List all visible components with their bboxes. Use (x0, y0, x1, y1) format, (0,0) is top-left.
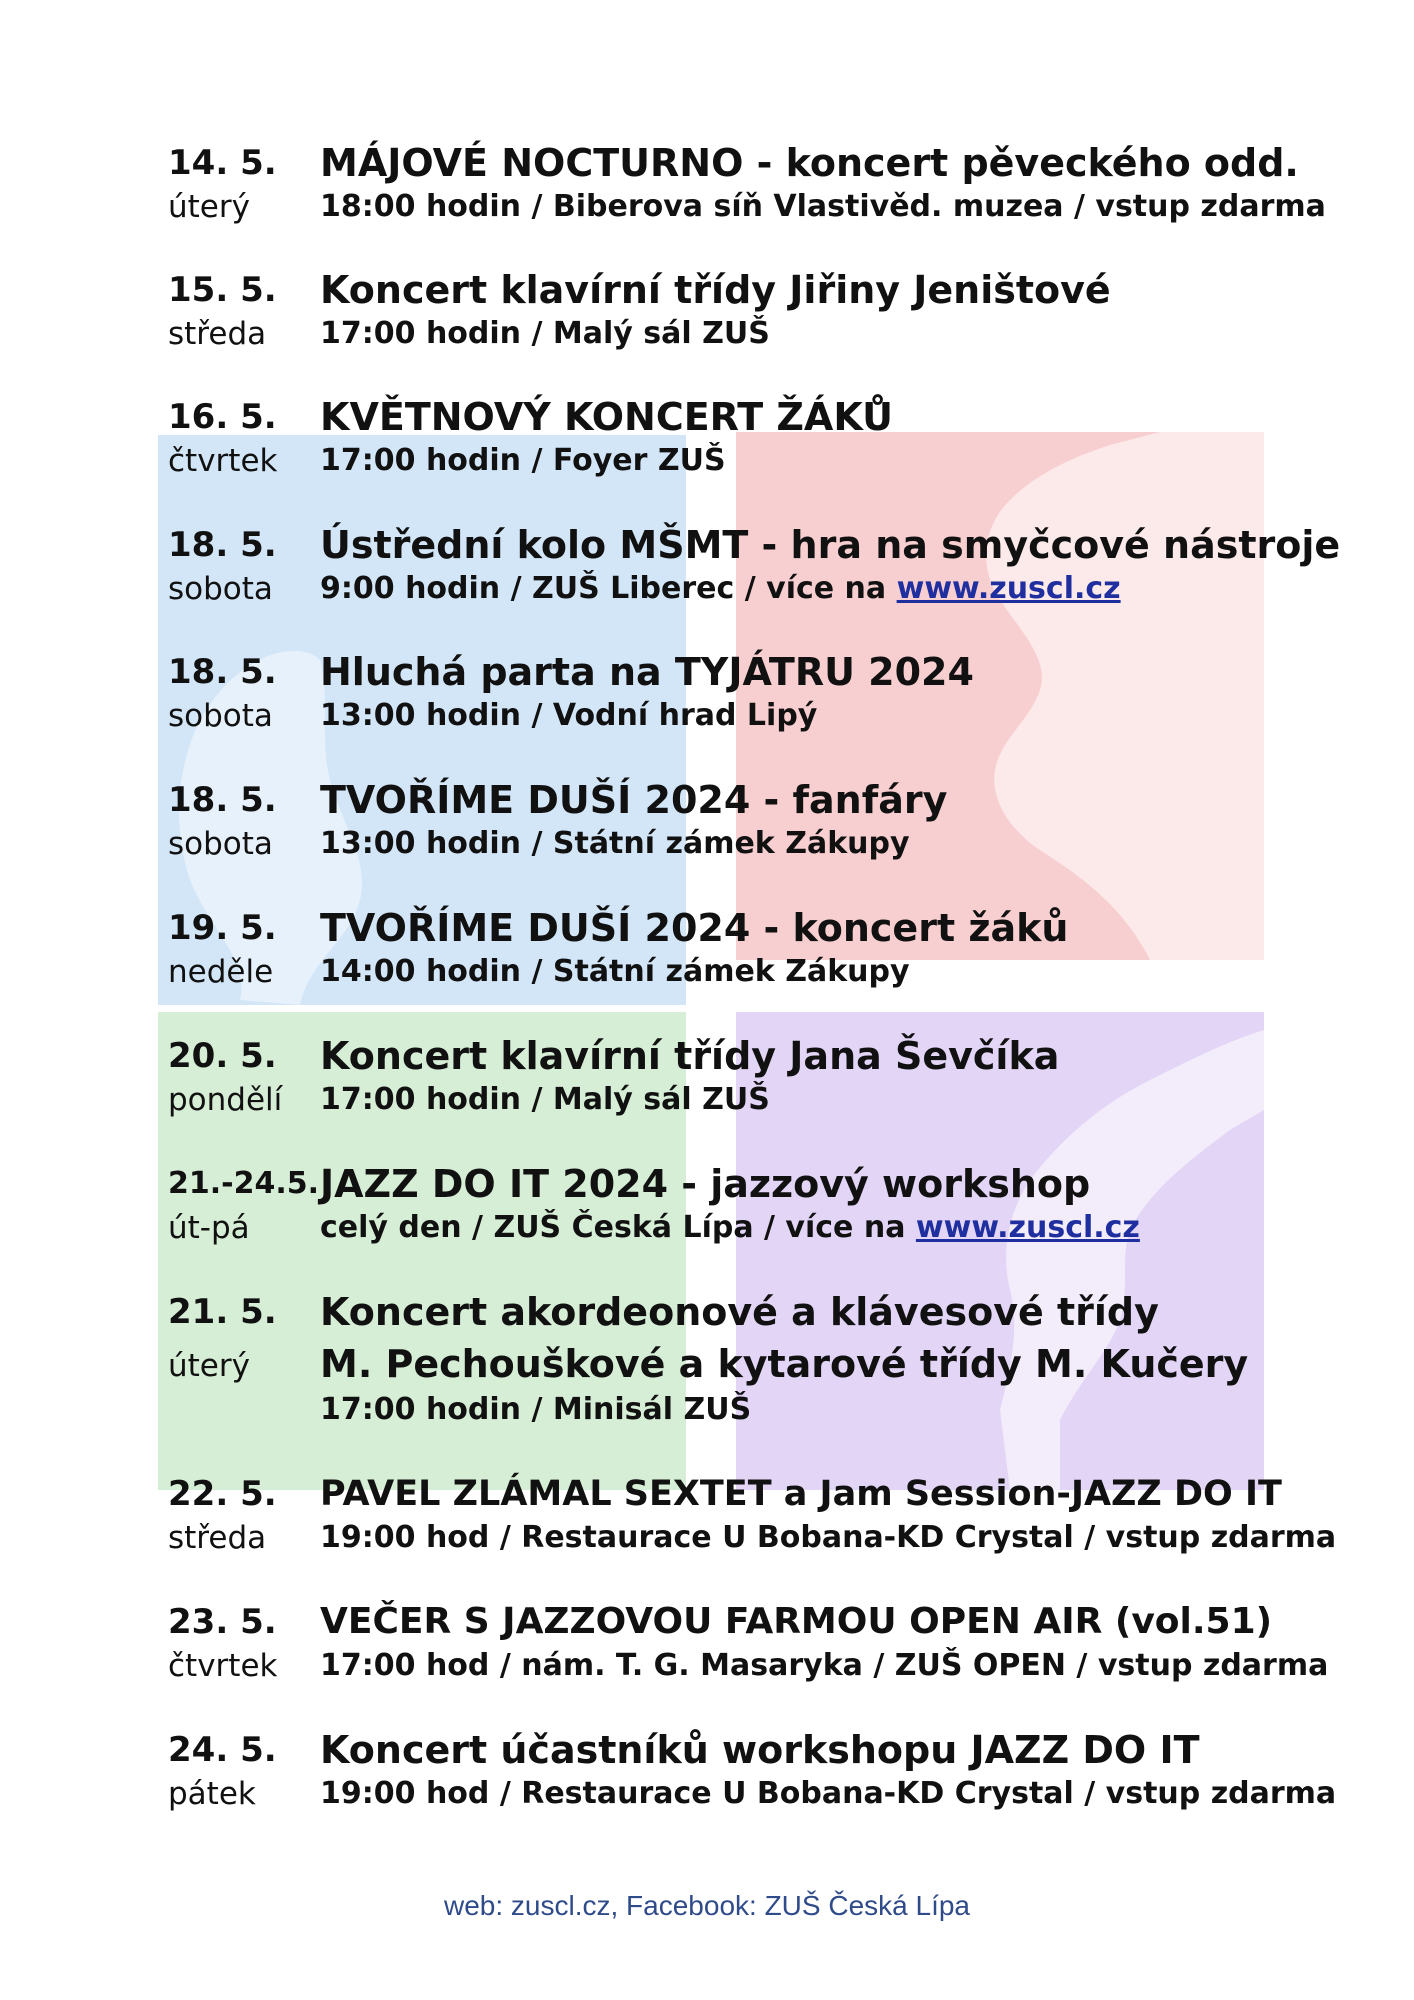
event-details: 19:00 hod / Restaurace U Bobana-KD Crystal / vstup zdarma (320, 1520, 1337, 1555)
event-date: 22. 5. (168, 1474, 277, 1514)
event-day: úterý (168, 189, 250, 225)
event-date: 18. 5. (168, 525, 277, 565)
event-title: Koncert akordeonové a klávesové třídy (320, 1290, 1159, 1334)
event-details: 17:00 hodin / Malý sál ZUŠ (320, 1082, 770, 1117)
event-day: neděle (168, 954, 274, 990)
event-details: 17:00 hod / nám. T. G. Masaryka / ZUŠ OPEN / vstup zdarma (320, 1648, 1329, 1683)
event-date: 21.-24.5. (168, 1166, 320, 1201)
event-details: 17:00 hodin / Malý sál ZUŠ (320, 316, 770, 351)
event-title: KVĚTNOVÝ KONCERT ŽÁKŮ (320, 395, 893, 439)
event-details: 13:00 hodin / Vodní hrad Lipý (320, 698, 818, 733)
event-title: TVOŘÍME DUŠÍ 2024 - koncert žáků (320, 906, 1069, 950)
event-day: čtvrtek (168, 1648, 278, 1684)
event-details: 13:00 hodin / Státní zámek Zákupy (320, 826, 910, 861)
event-day: úterý (168, 1348, 250, 1384)
event-day: čtvrtek (168, 443, 278, 479)
event-title: VEČER S JAZZOVOU FARMOU OPEN AIR (vol.51) (320, 1601, 1273, 1642)
event-date: 18. 5. (168, 780, 277, 820)
event-day: sobota (168, 571, 273, 607)
event-details: celý den / ZUŠ Česká Lípa / více na www.zuscl.cz (320, 1210, 1140, 1245)
event-date: 15. 5. (168, 270, 277, 310)
event-title: Koncert účastníků workshopu JAZZ DO IT (320, 1728, 1200, 1772)
event-details: 17:00 hodin / Minisál ZUŠ (320, 1392, 752, 1427)
footer-contact: web: zuscl.cz, Facebook: ZUŠ Česká Lípa (444, 1890, 970, 1921)
event-details: 19:00 hod / Restaurace U Bobana-KD Crystal / vstup zdarma (320, 1776, 1337, 1811)
event-date: 18. 5. (168, 652, 277, 692)
event-day: út-pá (168, 1210, 250, 1246)
event-day: středa (168, 316, 267, 352)
event-title-line-2: M. Pechouškové a kytarové třídy M. Kučery (320, 1342, 1249, 1386)
event-date: 16. 5. (168, 397, 277, 437)
event-title: Hluchá parta na TYJÁTRU 2024 (320, 650, 974, 694)
event-day: středa (168, 1520, 267, 1556)
event-date: 24. 5. (168, 1730, 277, 1770)
event-title: Koncert klavírní třídy Jiřiny Jeništové (320, 268, 1111, 312)
event-date: 19. 5. (168, 908, 277, 948)
event-day: sobota (168, 826, 273, 862)
event-title: MÁJOVÉ NOCTURNO - koncert pěveckého odd. (320, 141, 1299, 185)
event-date: 20. 5. (168, 1036, 277, 1076)
event-date: 23. 5. (168, 1602, 277, 1642)
event-title: JAZZ DO IT 2024 - jazzový workshop (320, 1162, 1091, 1206)
event-details: 17:00 hodin / Foyer ZUŠ (320, 443, 726, 478)
event-title: Ústřední kolo MŠMT - hra na smyčcové nástroje (320, 523, 1341, 567)
event-title: TVOŘÍME DUŠÍ 2024 - fanfáry (320, 778, 948, 822)
website-link[interactable]: www.zuscl.cz (915, 1210, 1140, 1245)
event-day: pátek (168, 1776, 256, 1812)
event-title: Koncert klavírní třídy Jana Ševčíka (320, 1034, 1060, 1078)
website-link[interactable]: www.zuscl.cz (896, 571, 1121, 606)
event-details: 9:00 hodin / ZUŠ Liberec / více na www.zuscl.cz (320, 571, 1121, 606)
event-day: pondělí (168, 1082, 283, 1118)
event-day: sobota (168, 698, 273, 734)
event-details: 18:00 hodin / Biberova síň Vlastivěd. muzea / vstup zdarma (320, 189, 1326, 224)
event-details: 14:00 hodin / Státní zámek Zákupy (320, 954, 910, 989)
event-date: 21. 5. (168, 1292, 277, 1332)
violin-silhouette (986, 432, 1264, 960)
dancer-silhouette (1000, 1030, 1264, 1490)
event-title: PAVEL ZLÁMAL SEXTET a Jam Session-JAZZ DO IT (320, 1474, 1282, 1514)
event-date: 14. 5. (168, 143, 277, 183)
